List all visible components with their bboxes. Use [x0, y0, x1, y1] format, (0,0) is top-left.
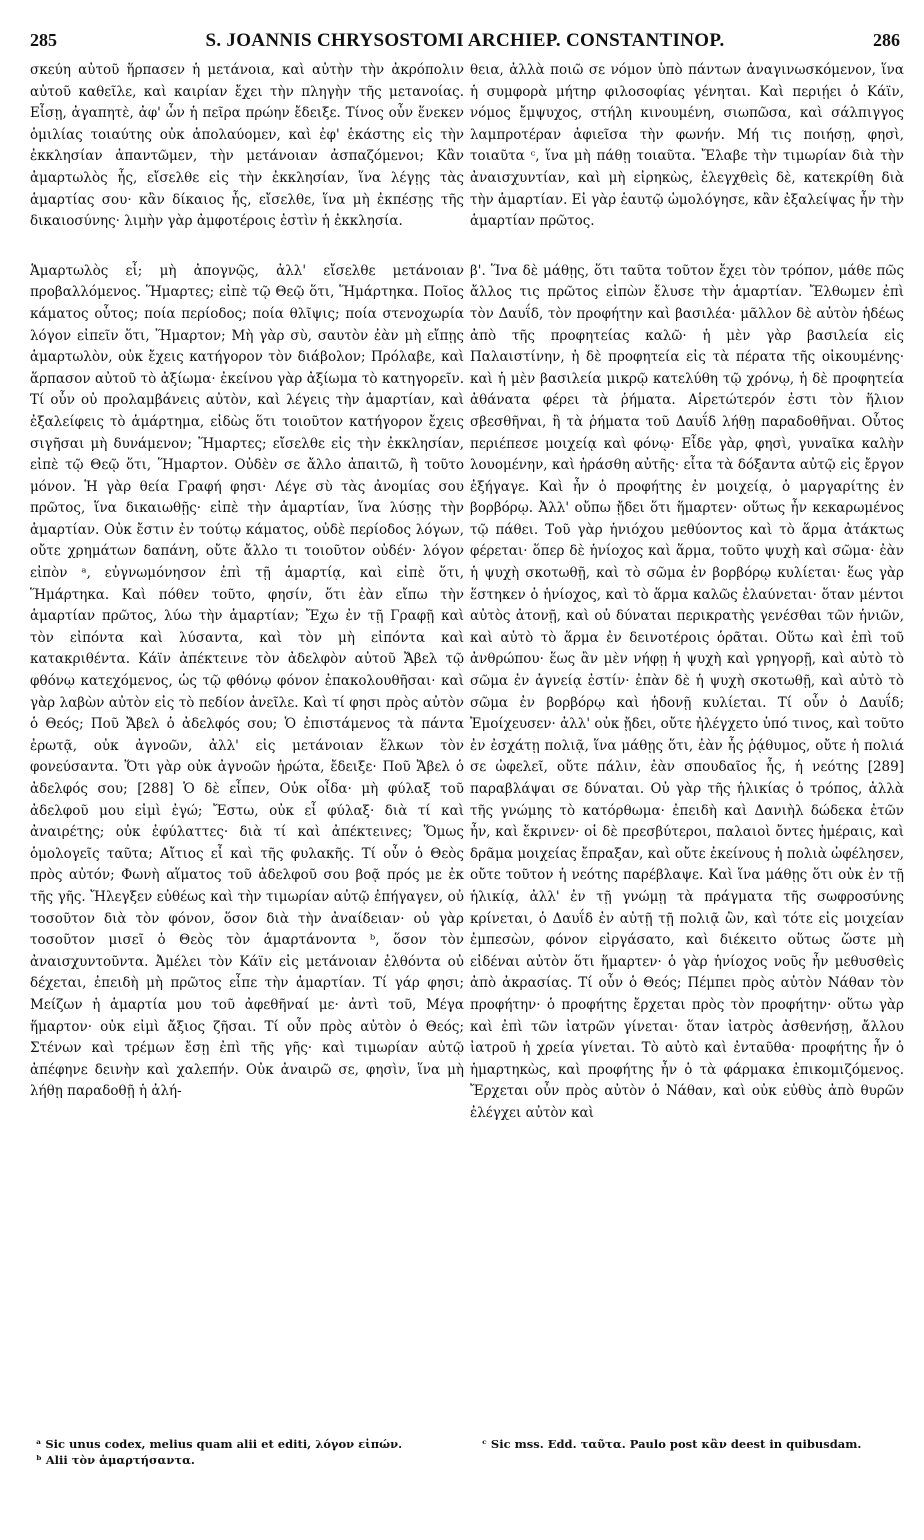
paragraph-gap	[470, 233, 904, 261]
footnotes-right	[482, 1436, 912, 1452]
right-paragraph-1: θεια, ἀλλὰ ποιῶ σε νόμον ὑπὸ πάντων ἀναγινωσκόμενον, ἵνα ἡ συμφορὰ μήτηρ φιλοσοφίας γένηται. Καὶ περιῄει ὁ Κάϊν, νόμος ἔμψυχος, στήλη κινουμένη, σιωπῶσα, καὶ σάλπιγγος λαμπροτέραν ἀφιεῖσα τὴν φωνήν. Μή τις ποιήσῃ, φησὶ, τοιαῦτα ᶜ, ἵνα μὴ πάθῃ τοιαῦτα. Ἔλαβε τὴν τιμωρίαν διὰ τὴν ἀναισχυντίαν, καὶ μὴ εἰρηκὼς, ἐλεγχθεὶς δὲ, κατεκρίθη διὰ τὴν ἁμαρτίαν. Εἰ γὰρ ἑαυτῷ ὡμολόγησε, κἂν ἐξαλείψας ἦν τὴν ἁμαρτίαν πρῶτος.	[470, 62, 904, 230]
footnotes-left	[36, 1436, 466, 1468]
right-paragraph-2: β'. Ἵνα δὲ μάθῃς, ὅτι ταῦτα τοῦτον ἔχει τὸν τρόπον, μάθε πῶς ἄλλος τις πρῶτος εἰπὼν ἔλυσε τὴν ἁμαρτίαν. Ἔλθωμεν ἐπὶ τὸν Δαυΐδ, τὸν προφήτην καὶ βασιλέα· μᾶλλον δὲ αὐτὸν ἡδέως ἀπὸ τῆς προφητείας καλῶ· ἡ μὲν γὰρ βασιλεία εἰς Παλαιστίνην, ἡ δὲ προφητεία εἰς τὰ πέρατα τῆς οἰκουμένης· καὶ ἡ μὲν βασιλεία μικρῷ κατελύθη τῷ χρόνῳ, ἡ δὲ προφητεία ἀθάνατα φέρει τὰ ῥήματα. Αἱρετώτερόν ἐστι τὸν ἥλιον σβεσθῆναι, ἢ τὰ ῥήματα τοῦ Δαυΐδ λήθῃ παραδοθῆναι. Οὗτος περιέπεσε μοιχείᾳ καὶ φόνῳ· Εἶδε γὰρ, φησὶ, γυναῖκα καλὴν λουομένην, καὶ ἠράσθη αὐτῆς· εἶτα τὰ δόξαντα αὐτῷ εἰς ἔργον ἐξήγαγε. Καὶ ἦν ὁ προφήτης ἐν μοιχείᾳ, ὁ μαργαρίτης ἐν βορβόρῳ. Ἀλλ' οὔπω ᾔδει ὅτι ἥμαρτεν· οὕτως ἦν κεκαρωμένος τῷ πάθει. Τοῦ γὰρ ἡνιόχου μεθύοντος καὶ τὸ ἅρμα ἀτάκτως φέρεται· ὅπερ δὲ ἡνίοχος καὶ ἅρμα, τοῦτο ψυχὴ καὶ σῶμα· ἐὰν ἡ ψυχὴ σκοτωθῇ, καὶ τὸ σῶμα ἐν βορβόρῳ κυλίεται· ἕως γὰρ ἕστηκεν ὁ ἡνίοχος, καὶ τὸ ἅρμα καλῶς ἐλαύνεται· ὅταν μέντοι αὐτὸς ἀτονῇ, καὶ οὐ δύναται περικρατὴς γενέσθαι τῶν ἡνιῶν, καὶ αὐτὸ τὸ ἅρμα ἐν δεινοτέροις ὁρᾶται. Οὕτω καὶ ἐπὶ τοῦ ἀνθρώπου· ἕως ἂν μὲν νήφῃ ἡ ψυχὴ καὶ γρηγορῇ, καὶ αὐτὸ τὸ σῶμα ἐν ἁγνείᾳ ἐστίν· ἐπὰν δὲ ἡ ψυχὴ σκοτωθῇ, καὶ αὐτὸ τὸ σῶμα ἐν βορβόρῳ καὶ ἡδονῇ κυλίεται. Τί οὖν ὁ Δαυΐδ; Ἐμοίχευσεν· ἀλλ' οὐκ ᾔδει, οὔτε ἠλέγχετο ὑπό τινος, καὶ τοῦτο ἐν ἐσχάτῃ πολιᾷ, ἵνα μάθῃς ὅτι, ἐὰν ἧς ῥᾴθυμος, οὔτε ἡ πολιά σε ὠφελεῖ, οὔτε πάλιν, ἐὰν σπουδαῖος ἧς, ἡ νεότης [289] παραβλάψαι σε δύναται. Οὐ γὰρ τῆς ἡλικίας ὁ τρόπος, ἀλλὰ τῆς γνώμης τὸ κατόρθωμα· ἐπειδὴ καὶ Δανιὴλ δώδεκα ἐτῶν ἦν, καὶ ἔκρινεν· οἱ δὲ πρεσβύτεροι, παλαιοὶ ὄντες ἡμέραις, καὶ δρᾶμα μοιχείας ἔπραξαν, καὶ οὔτε ἐκείνους ἡ πολιὰ ὠφέλησεν, οὔτε τοῦτον ἡ νεότης παρέβλαψε. Καὶ ἵνα μάθῃς ὅτι οὐκ ἐν τῇ ἡλικίᾳ, ἀλλ' ἐν τῇ γνώμῃ τὰ πράγματα τῆς σωφροσύνης κρίνεται, ὁ Δαυΐδ ἐν αὐτῇ τῇ πολιᾷ ὢν, καὶ τότε εἰς μοιχείαν ἐμπεσὼν, φόνον εἰργάσατο, καὶ διέκειτο οὕτως ὥστε μὴ εἰδέναι αὐτὸν ὅτι ἥμαρτεν· ὁ γὰρ ἡνίοχος νοῦς ἦν μεθυσθεὶς ἀπὸ ἀκρασίας. Τί οὖν ὁ Θεός; Πέμπει πρὸς αὐτὸν Νάθαν τὸν προφήτην· ὁ προφήτης ἔρχεται πρὸς τὸν προφήτην· οὕτω γὰρ καὶ ἐπὶ τῶν ἰατρῶν γίνεται· ὅταν ἰατρὸς ἀσθενήσῃ, ἄλλου ἰατροῦ ἡ χρεία γίνεται. Τὸ αὐτὸ καὶ ἐνταῦθα· προφήτης ἦν ὁ ἡμαρτηκὼς, καὶ προφήτης ἦν ὁ τὰ φάρμακα ἐπικομιζόμενος. Ἔρχεται οὖν πρὸς αὐτὸν ὁ Νάθαν, καὶ οὐκ εὐθὺς ἀπὸ θυρῶν ἐλέγχει αὐτὸν καὶ	[470, 262, 904, 1121]
left-paragraph-2: Ἁμαρτωλὸς εἶ; μὴ ἀπογνῷς, ἀλλ' εἴσελθε μετάνοιαν προβαλλόμενος. Ἥμαρτες; εἰπὲ τῷ Θεῷ ὅτι, Ἥμάρτηκα. Ποῖος κάματος οὗτος; ποία περίοδος; ποία θλῖψις; ποία στενοχωρία λόγον εἰπεῖν ὅτι, Ἥμαρτον; Μὴ γὰρ σὺ, σαυτὸν ἐὰν μὴ εἴπῃς ἁμαρτωλὸν, οὐκ ἔχεις κατήγορον τὸν διάβολον; Πρόλαβε, καὶ ἅρπασον αὐτοῦ τὸ ἀξίωμα· ἐκείνου γὰρ ἀξίωμα τὸ κατηγορεῖν. Τί οὖν οὐ προλαμβάνεις αὐτὸν, καὶ λέγεις τὴν ἁμαρτίαν, καὶ ἐξαλείφεις τὸ ἁμάρτημα, εἰδὼς ὅτι τοιοῦτον κατήγορον ἔχεις σιγῆσαι μὴ δυνάμενον; Ἥμαρτες; εἴσελθε εἰς τὴν ἐκκλησίαν, εἰπὲ τῷ Θεῷ ὅτι, Ἥμαρτον. Οὐδὲν σε ἄλλο ἀπαιτῶ, ἢ τοῦτο μόνον. Ἡ γὰρ θεία Γραφή φησι· Λέγε σὺ τὰς ἀνομίας σου πρῶτος, ἵνα δικαιωθῇς· εἰπὲ τὴν ἁμαρτίαν, ἵνα λύσῃς τὴν ἁμαρτίαν. Οὐκ ἔστιν ἐν τούτῳ κάματος, οὐδὲ περίοδος λόγων, οὔτε χρημάτων δαπάνη, οὔτε ἄλλο τι τοιοῦτον οὐδέν· λόγον εἰπὸν ᵃ, εὐγνωμόνησον ἐπὶ τῇ ἁμαρτίᾳ, καὶ εἰπὲ ὅτι, Ἥμάρτηκα. Καὶ πόθεν τοῦτο, φησίν, ὅτι ἐὰν εἴπω τὴν ἁμαρτίαν πρῶτος, λύω τὴν ἁμαρτίαν; Ἔχω ἐν τῇ Γραφῇ καὶ τὸν εἰπόντα καὶ λύσαντα, καὶ τὸν μὴ εἰπόντα καὶ κατακριθέντα. Κάϊν ἀπέκτεινε τὸν ἀδελφὸν αὐτοῦ Ἄβελ τῷ φθόνῳ κατεχόμενος, ὡς τῷ φθόνῳ φόνον ἐπακολουθῆσαι· καὶ γὰρ λαβὼν αὐτὸν εἰς τὸ πεδίον ἀνεῖλε. Καὶ τί φησι πρὸς αὐτὸν ὁ Θεός; Ποῦ Ἄβελ ὁ ἀδελφός σου; Ὁ ἐπιστάμενος τὰ πάντα ἐρωτᾷ, οὐκ ἀγνοῶν, ἀλλ' εἰς μετάνοιαν ἕλκων τὸν φονεύσαντα. Ὅτι γὰρ οὐκ ἀγνοῶν ἠρώτα, ἔδειξε· Ποῦ Ἄβελ ὁ ἀδελφός σου; [288] Ὁ δὲ εἶπεν, Οὐκ οἶδα· μὴ φύλαξ τοῦ ἀδελφοῦ μου εἰμὶ ἐγώ; Ἔστω, οὐκ εἶ φύλαξ· διὰ τί καὶ ἀναιρέτης; οὐκ ἐφύλαττες· διὰ τί καὶ ἀπέκτεινες; Ὅμως ὁμολογεῖς ταῦτα; Αἴτιος εἶ καὶ τῆς φυλακῆς. Τί οὖν ὁ Θεὸς πρὸς αὐτόν; Φωνὴ αἵματος τοῦ ἀδελφοῦ σου βοᾷ πρός με ἐκ τῆς γῆς. Ἤλεγξεν εὐθέως καὶ τὴν τιμωρίαν αὐτῷ ἐπήγαγεν, οὐ τοσοῦτον διὰ τὸν φόνον, ὅσον διὰ τὴν ἀναίδειαν· οὐ γὰρ τοσοῦτον μισεῖ ὁ Θεὸς τὸν ἁμαρτάνοντα ᵇ, ὅσον τὸν ἀναισχυντοῦντα. Ἀμέλει τὸν Κάϊν εἰς μετάνοιαν ἐλθόντα οὐ δέχεται, ἐπειδὴ μὴ πρῶτος εἶπε τὴν ἁμαρτίαν. Τί γάρ φησι; Μείζων ἡ ἁμαρτία μου τοῦ ἀφεθῆναί με· ἀντὶ τοῦ, Μέγα ἥμαρτον· οὐκ εἰμὶ ἄξιος ζῆσαι. Τί οὖν πρὸς αὐτὸν ὁ Θεός; Στένων καὶ τρέμων ἔσῃ ἐπὶ τῆς γῆς· καὶ τιμωρίαν αὐτῷ ἀπέφηνε δεινὴν καὶ χαλεπήν. Οὐκ ἀναιρῶ σε, φησὶν, ἵνα μὴ λήθῃ παραδοθῇ ἡ ἀλή-	[30, 262, 464, 1100]
left-paragraph-1: σκεύη αὐτοῦ ἥρπασεν ἡ μετάνοια, καὶ αὐτὴν τὴν ἀκρόπολιν αὐτοῦ καθεῖλε, καὶ καιρίαν ἔχει τὴν πληγὴν τῆς μετανοίας. Εἶσῃ, ἀγαπητὲ, ἀφ' ὧν ἡ πεῖρα πρώην ἔδειξε. Τίνος οὖν ἕνεκεν ὁμιλίας τοιαύτης οὐκ ἀπολαύομεν, καὶ ἐφ' ἑκάστης εἰς τὴν ἐκκλησίαν ἀπαντῶμεν, τὴν μετάνοιαν ἀσπαζόμενοι; Κἂν ἁμαρτωλὸς ἧς, εἴσελθε εἰς τὴν ἐκκλησίαν, ἵνα λέγῃς τὰς ἁμαρτίας σου· κἂν δίκαιος ἧς, εἴσελθε, ἵνα μὴ ἐκπέσῃς τῆς δικαιοσύνης· λιμὴν γὰρ ἀμφοτέροις ἐστὶν ἡ ἐκκλησία.	[30, 62, 464, 230]
footnote-b: ᵇ Alii τὸν ἁμαρτήσαντα.	[36, 1453, 195, 1467]
footnote-a: ᵃ Sic unus codex, melius quam alii et editi, λόγον εἰπών.	[36, 1437, 403, 1451]
right-column	[470, 60, 904, 1125]
paragraph-gap	[30, 233, 464, 261]
page-number-left: 285	[30, 30, 57, 50]
running-header	[30, 30, 900, 58]
footnote-c: ᶜ Sic mss. Edd. ταῦτα. Paulo post κἂν deest in quibusdam.	[482, 1437, 862, 1451]
page-number-right: 286	[873, 30, 900, 50]
left-column	[30, 60, 464, 1103]
running-title: S. JOANNIS CHRYSOSTOMI ARCHIEP. CONSTANTINOP.	[205, 30, 725, 51]
